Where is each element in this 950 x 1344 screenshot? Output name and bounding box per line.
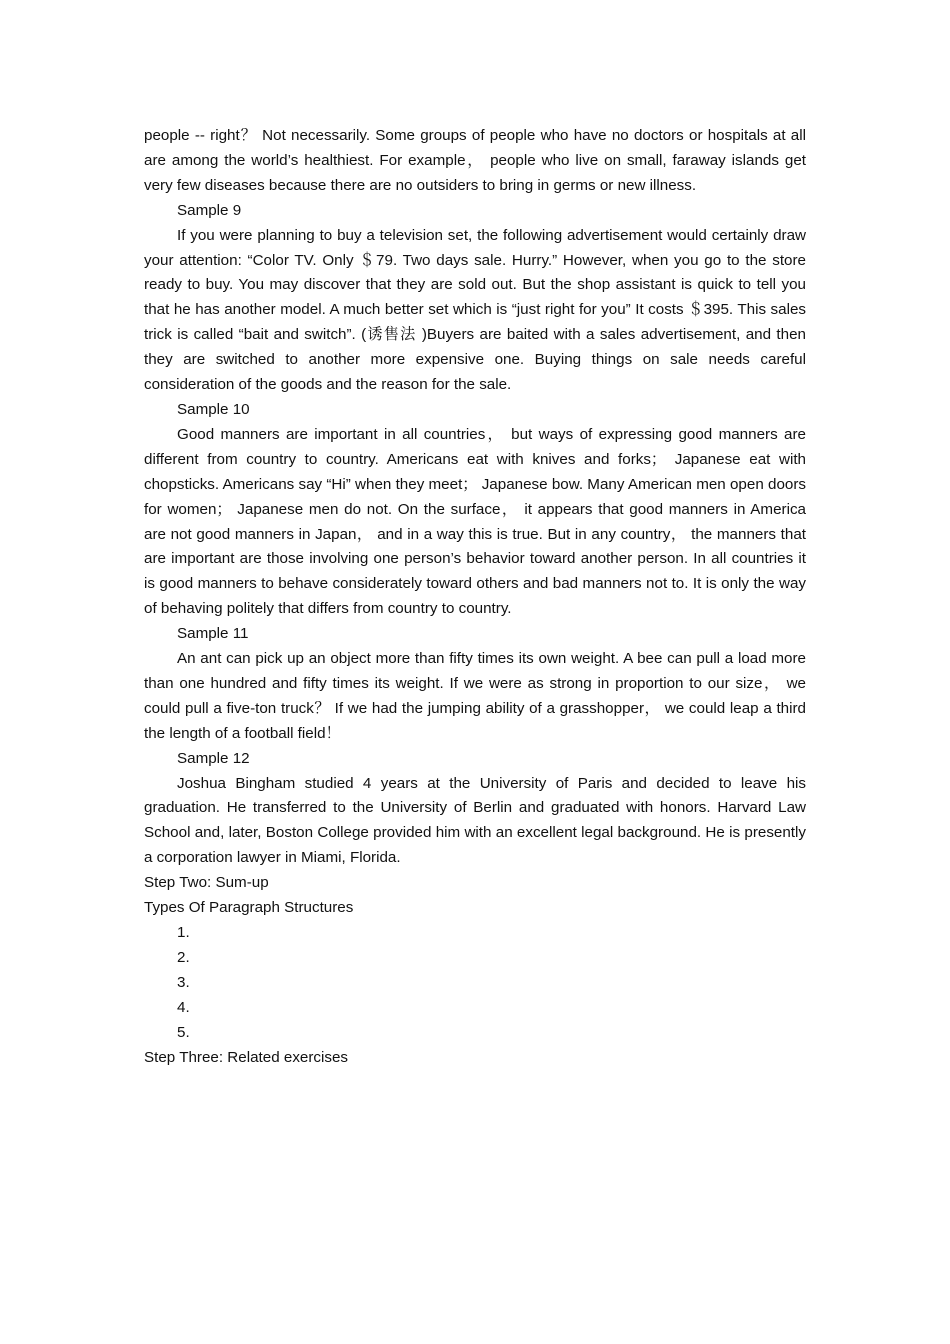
step-two-heading: Step Two: Sum-up: [144, 874, 269, 892]
types-heading: Types Of Paragraph Structures: [144, 899, 354, 917]
sample-10-label: Sample 10: [177, 400, 250, 418]
sample-11-paragraph: An ant can pick up an object more than fifty times its own weight. A bee can pull a load more than one hundred and fifty times its weight. If we were as strong in proportion to our size， we could pull a five-ton truck？ If we had the jumping ability of a grasshopper， we could leap a third the length of a football field！: [144, 650, 806, 742]
sample-9-label: Sample 9: [177, 201, 242, 219]
step-three-heading: Step Three: Related exercises: [144, 1048, 349, 1066]
list-item-1: 1.: [177, 924, 190, 941]
sample-9-paragraph: If you were planning to buy a television set, the following advertisement would certainly draw your attention: “Color TV. Only ＄79. Two days sale. Hurry.” However, when you go to the store ready to buy. You may discover that they are sold out. But the shop assistant is quick to tell you that he has another model. A much better set which is “just right for you” It costs ＄395. This sales trick is called “bait and switch”. (诱售法 )Buyers are baited with a sales advertisement, and then they are switched to another more expensive one. Buying things on sale needs careful consideration of the goods and the reason for the sale.: [144, 226, 806, 394]
sample-12-label: Sample 12: [177, 749, 250, 767]
document-page: [144, 124, 806, 1070]
list-item-5: 5.: [177, 1023, 190, 1041]
list-item-3: 3.: [177, 973, 190, 991]
list-item-2: 2.: [177, 948, 190, 966]
sample-11-label: Sample 11: [177, 625, 249, 643]
list-item-4: 4.: [177, 998, 190, 1016]
sample-10-paragraph: Good manners are important in all countries， but ways of expressing good manners are different from country to country. Americans eat with knives and forks； Japanese eat with chopsticks. Americans say “Hi” when they meet； Japanese bow. Many American men open doors for women； Japanese men do not. On the surface， it appears that good manners in America are not good manners in Japan， and in a way this is true. But in any country， the manners that are important are those involving one person’s behavior toward another person. In all countries it is good manners to behave considerately toward others and bad manners not to. It is only the way of behaving politely that differs from country to country.: [144, 425, 806, 618]
sample-12-paragraph: Joshua Bingham studied 4 years at the University of Paris and decided to leave his graduation. He transferred to the University of Berlin and graduated with honors. Harvard Law School and, later, Boston College provided him with an excellent legal background. He is presently a corporation lawyer in Miami, Florida.: [144, 774, 806, 867]
intro-paragraph: people -- right？ Not necessarily. Some groups of people who have no doctors or hospitals at all are among the world’s healthiest. For example， people who live on small, faraway islands get very few diseases because there are no outsiders to bring in germs or new illness.: [144, 127, 806, 194]
